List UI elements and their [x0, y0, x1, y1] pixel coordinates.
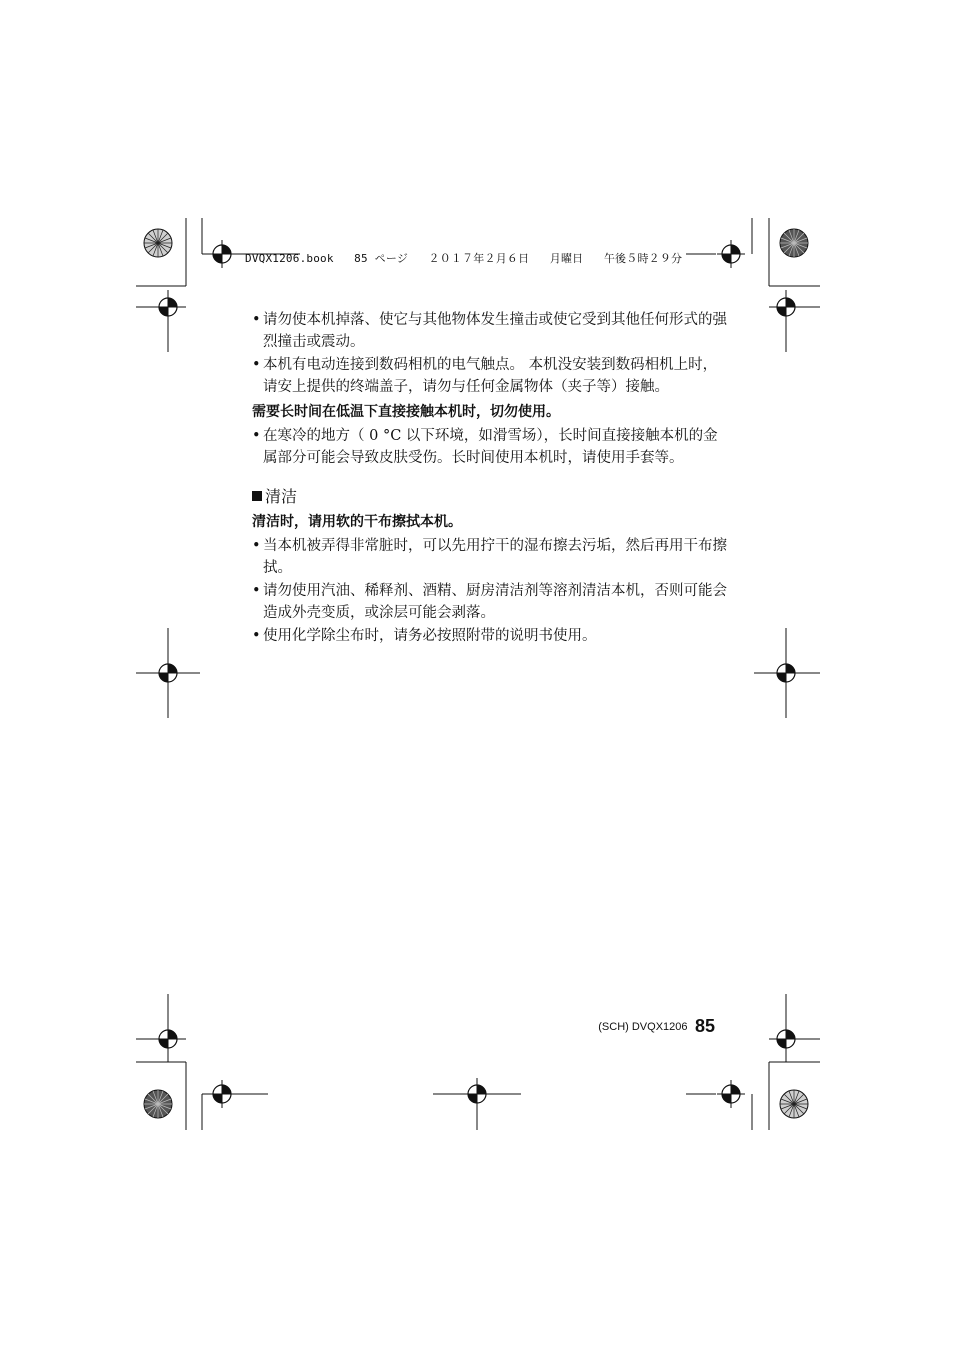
registration-mark-icon: [717, 1080, 745, 1108]
page-footer: [598, 1016, 715, 1037]
bottom-right-star-icon: [780, 1090, 808, 1118]
header-weekday: 月曜日: [549, 252, 584, 265]
top-left-star-icon: [144, 229, 172, 257]
section-subheading: 清洁时，请用软的干布擦拭本机。: [252, 514, 462, 530]
header-date: ２０１７年２月６日: [428, 252, 530, 265]
bottom-left-star-icon: [144, 1090, 172, 1118]
warning-heading: 需要长时间在低温下直接接触本机时，切勿使用。: [252, 404, 560, 420]
section-title: [252, 486, 727, 508]
header-file: DVQX1206.book: [245, 252, 334, 265]
list-item: • 当本机被弄得非常脏时，可以先用拧干的湿布擦去污垢，然后再用干布擦拭。: [252, 535, 727, 579]
page-number: 85: [694, 1016, 715, 1036]
list-item: • 在寒冷的地方（ 0 °C 以下环境，如滑雪场），长时间直接接触本机的金属部分可能会导致皮肤受伤。长时间使用本机时，请使用手套等。: [252, 425, 727, 469]
registration-mark-icon: [208, 1080, 236, 1108]
list-item: • 请勿使用汽油、稀释剂、酒精、厨房清洁剂等溶剂清洁本机，否则可能会造成外壳变质，或涂层可能会剥落。: [252, 580, 727, 624]
header-time: 午後５時２９分: [603, 252, 683, 265]
registration-mark-icon: [717, 240, 745, 268]
print-header: [245, 250, 682, 266]
header-page-ref: 85 ページ: [354, 252, 409, 265]
page-content: [252, 309, 727, 648]
section-title-text: 清洁: [265, 487, 298, 506]
list-item: • 使用化学除尘布时，请务必按照附带的说明书使用。: [252, 625, 727, 647]
footer-code: (SCH) DVQX1206: [598, 1021, 688, 1033]
list-item: • 本机有电动连接到数码相机的电气触点。 本机没安装到数码相机上时，请安上提供的终端盖子，请勿与任何金属物体（夹子等）接触。: [252, 354, 727, 398]
square-bullet-icon: [252, 491, 262, 501]
registration-mark-icon: [208, 240, 236, 268]
top-right-star-icon: [780, 229, 808, 257]
list-item: • 请勿使本机掉落、使它与其他物体发生撞击或使它受到其他任何形式的强烈撞击或震动。: [252, 309, 727, 353]
